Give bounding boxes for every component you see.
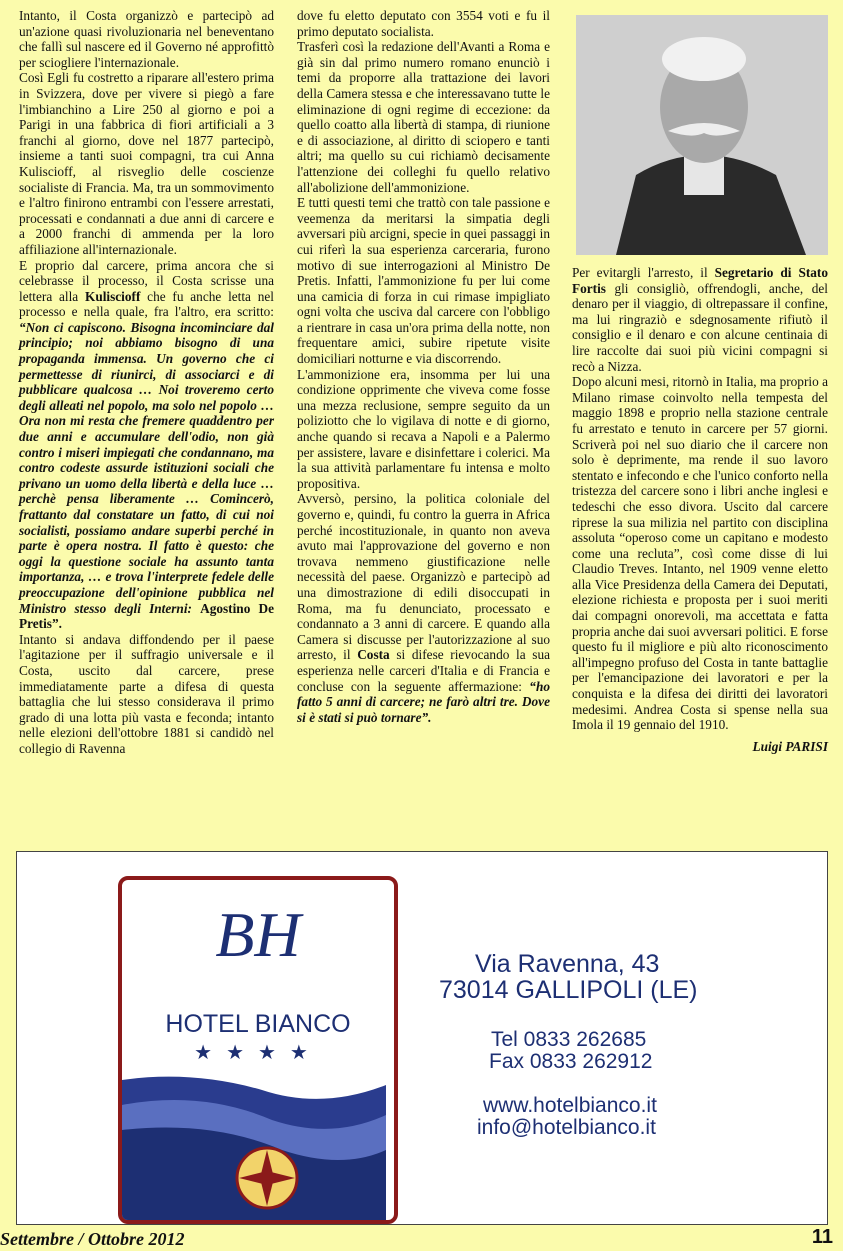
paragraph: Avversò, persino, la politica coloniale del governo e, quindi, fu contro la guerra in Africa perché incostituzionale, in quanto non aveva avuto mai l'approvazione del governo e non trovava nemmeno giustificazione nelle necessità del paese. Organizzò e partecipò ad una dimostrazione di edili disoccupati in Roma, ma fu denunciato, processato e condannato a 3 anni di carcere. E quando alla Camera si discusse per l'autorizzazione al suo arresto, il Costa si difese rievocando la sua esperienza nelle carceri d'Italia e di Francia e concluse con la seguente affermazione: “ho fatto 5 anni di carcere; ne farò altri tre. Dove si è stati si può tornare”. [297, 491, 550, 725]
paragraph: Così Egli fu costretto a riparare all'estero prima in Svizzera, dove per vivere si piegò a fare l'imbianchino a Lire 250 al giorno e poi a Parigi in una fabbrica di fiori artificiali a 3 franchi al giorno, dove nel 1877 partecipò, insieme a tanti suoi compagni, tra cui Anna Kuliscioff, al risveglio delle coscienze socialiste di Francia. Ma, tra un sommovimento e l'altro finirono entrambi con l'essere arrestati, processati e condannati a due anni di carcere e a 2000 franchi di ammenda per la loro affiliazione all'internazionale. [19, 70, 274, 257]
hotel-telephone: Tel 0833 262685 [491, 1028, 647, 1051]
article-column-2 [297, 8, 550, 725]
hotel-advertisement [16, 851, 828, 1225]
paragraph: Trasferì così la redazione dell'Avanti a Roma e già sin dal primo numero romano enunciò i temi da proporre alla trattazione dei lavori della Camera stessa e che interessavano tutte le eliminazione di ogni regime di eccezione: da quello coatto alla libertà di stampa, di riunione e di associazione, al diritto di sciopero e tanti altri; ma quello su cui richiamò decisamente l'attenzione dei colleghi fu quello relativo all'abolizione dell'ammonizione. [297, 39, 550, 195]
star-rating: ★★★★ [194, 1042, 322, 1064]
wave-graphic [122, 880, 386, 1220]
paragraph: dove fu eletto deputato con 3554 voti e fu il primo deputato socialista. [297, 8, 550, 39]
portrait-illustration [576, 15, 828, 255]
logo-initials: BH [215, 899, 301, 970]
article-column-1 [19, 8, 274, 757]
hotel-logo [118, 876, 398, 1224]
hotel-address-city: 73014 GALLIPOLI (LE) [439, 976, 698, 1004]
paragraph: E tutti questi temi che trattò con tale passione e veemenza da meritarsi la simpatia degli avversari più arcigni, specie in quei passaggi in cui riferì la sua esperienza carceraria, furono motivo di sue interrogazioni al Ministro De Pretis. Infatti, l'ammonizione fu per lui come una camicia di forza in cui rimase impigliato ogni volta che usciva dal carcere con l'obbligo a rientrare in casa un'ora prima della notte, non frequentare amici, subire ripetute visite domiciliari notturne e via discorrendo. [297, 195, 550, 367]
hotel-email[interactable]: info@hotelbianco.it [477, 1116, 656, 1139]
paragraph: Per evitargli l'arresto, il Segretario di Stato Fortis gli consigliò, offrendogli, anche, del denaro per il viaggio, di oltrepassare il confine, ma lui ringraziò e sdegnosamente rifiutò il consiglio e il denaro e con alcune centinaia di lire raccolte dai suoi più vicini compagni si recò a Nizza. [572, 265, 828, 374]
hotel-name: HOTEL BIANCO [165, 1010, 351, 1038]
paragraph: Dopo alcuni mesi, ritornò in Italia, ma proprio a Milano rimase coinvolto nella tempesta del maggio 1898 e proprio nella stazione centrale fu arrestato e tenuto in carcere per 57 giorni. Scriverà poi nel suo diario che il carcere non solo è deprimente, ma rende il suo lavoro stentato e infecondo e che l'unico conforto nella tristezza del carcere sono i libri anche inglesi e tedeschi che esso divora. Uscito dal carcere riprese la sua milizia nel partito con disciplina assoluta “operoso come un capitano e modesto come una recluta”, così come disse di lui Claudio Treves. Intanto, nel 1909 venne eletto alla Vice Presidenza della Camera dei Deputati, elezione richiesta e proposta per i suoi meriti dai compagni onorevoli, ma accettata e fatta propria anche dai suoi avversari politici. E forse questo fu il migliore e più alto riconoscimento all'impegno profuso del Costa in tante battaglie per l'emancipazione dei lavoratori e per la conquista e la difesa dei diritti dei lavoratori medesimi. Andrea Costa si spense nella sua Imola il 19 gennaio del 1910. [572, 374, 828, 733]
hotel-address-street: Via Ravenna, 43 [475, 950, 660, 978]
article-column-3 [572, 265, 828, 754]
paragraph: E proprio dal carcere, prima ancora che si celebrasse il processo, il Costa scrisse una lettera alla Kuliscioff che fu anche letta nel processo e nella quale, fra l'altro, era scritto: “Non ci capiscono. Bisogna incominciare dal principio; noi abbiamo bisogno di una propaganda immensa. Un governo che ci permettesse di riunirci, di associarci e di pubblicare qualcosa … Noi troveremo certo degli alleati nel popolo, ma solo nel popolo … Ora non mi resta che fremere quaddentro per due anni e accumulare dell'odio, non già contro i miseri impiegati che condannano, ma contro codeste assurde istituzioni sociali che privano un uomo della libertà e della luce … perchè pensa liberamente … Comincerò, frattanto dal constatare un fatto, di cui noi socialisti, possiamo andare superbi perché in parte è opera nostra. Il fatto è questo: che oggi la questione sociale ha assunto tanta importanza, … e trova l'interprete fedele delle preoccupazione dell'opinione pubblica nel Ministro stesso degli Interni: Agostino De Pretis”. [19, 257, 274, 632]
hotel-website[interactable]: www.hotelbianco.it [483, 1094, 657, 1117]
paragraph: L'ammonizione era, insomma per lui una condizione opprimente che viveva come fosse una mezza reclusione, sempre seguito da un poliziotto che lo vigilava di notte e di giorno, anche quando si recava a Napoli e a Palermo per assistere, lavare e disinfettare i colerici. Ma la sua attività parlamentare fu intensa e molto propositiva. [297, 366, 550, 491]
portrait-photo [576, 15, 828, 255]
article-author: Luigi PARISI [752, 738, 828, 754]
paragraph: Intanto, il Costa organizzò e partecipò ad un'azione quasi rivoluzionaria nel beneventano che fallì sul nascere ed il Governo né approfittò per sciogliere l'internazionale. [19, 8, 274, 70]
hotel-fax: Fax 0833 262912 [489, 1050, 653, 1073]
paragraph: Intanto si andava diffondendo per il paese l'agitazione per il suffragio universale e il Costa, uscito dal carcere, prese immediatamente parte a difesa di questa battaglia che lui stesso considerava il primo grado di una lotta più vasta e feconda; intanto nelle elezioni dell'ottobre 1881 si candidò nel collegio di Ravenna [19, 631, 274, 756]
page-number: 11 [811, 1226, 833, 1248]
issue-date: Settembre / Ottobre 2012 [0, 1229, 185, 1249]
